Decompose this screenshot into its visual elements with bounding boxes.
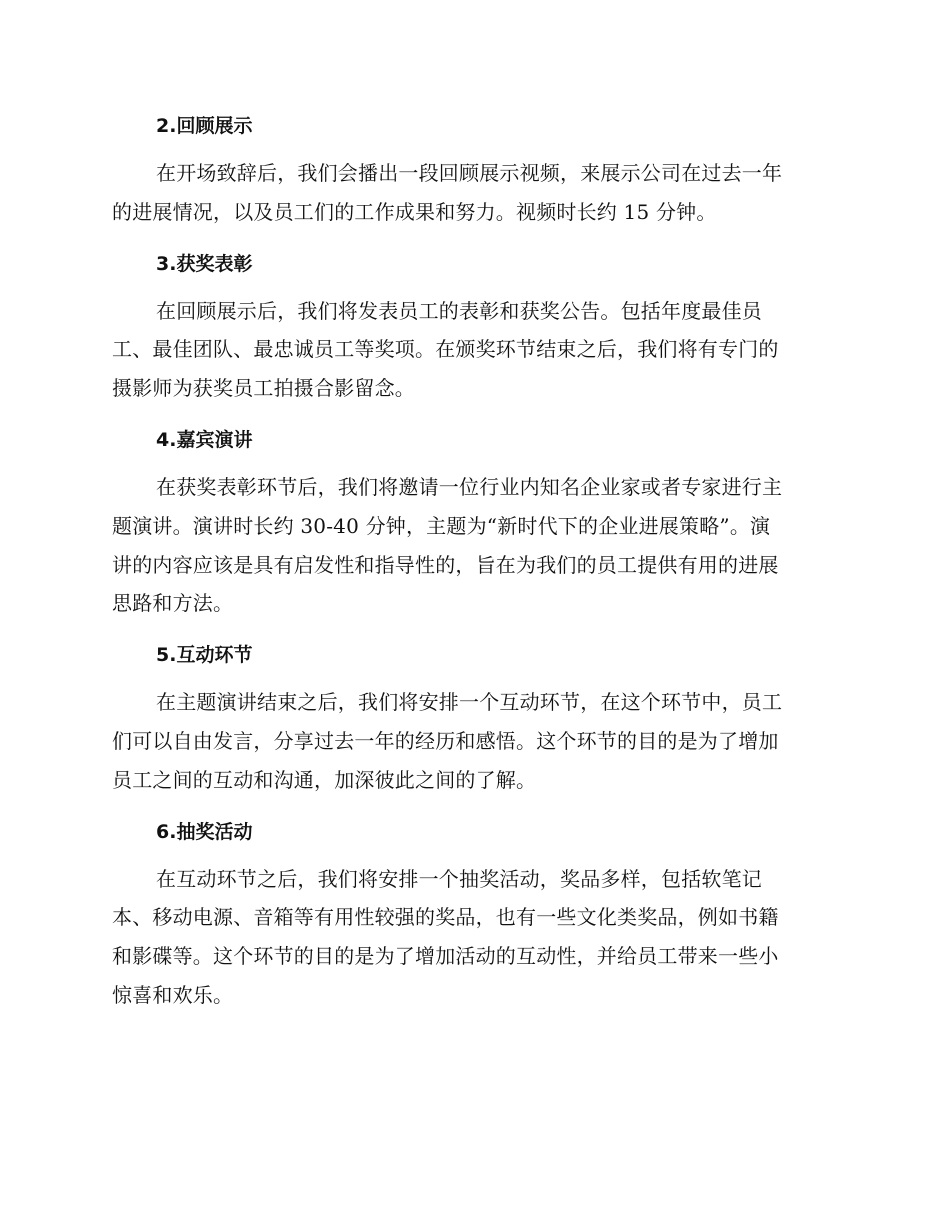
section-guest-speech [112,426,830,623]
section-paragraph [112,154,830,232]
paragraph-line: 的进展情况，以及员工们的工作成果和努力。视频时长约 15 分钟。 [112,199,717,224]
paragraph-line: 讲的内容应该是具有启发性和指导性的，旨在为我们的员工提供有用的进展 [112,552,779,577]
paragraph-line: 思路和方法。 [112,591,234,616]
section-heading: 3.获奖表彰 [156,252,253,275]
section-interaction [112,641,830,799]
section-paragraph [112,860,830,1015]
paragraph-line: 在回顾展示后，我们将发表员工的表彰和获奖公告。包括年度最佳员 [156,298,762,323]
paragraph-line: 题演讲。演讲时长约 30-40 分钟，主题为“新时代下的企业进展策略”。演 [112,513,771,538]
section-paragraph [112,468,830,623]
section-heading: 6.抽奖活动 [156,820,253,843]
document-page [112,112,830,1033]
section-awards [112,250,830,408]
paragraph-line: 们可以自由发言，分享过去一年的经历和感悟。这个环节的目的是为了增加 [112,728,779,753]
paragraph-line: 工、最佳团队、最忠诚员工等奖项。在颁奖环节结束之后，我们将有专门的 [112,337,779,362]
section-heading: 4.嘉宾演讲 [156,428,253,451]
paragraph-line: 惊喜和欢乐。 [112,982,234,1007]
paragraph-line: 在互动环节之后，我们将安排一个抽奖活动，奖品多样，包括软笔记 [156,866,762,891]
section-heading: 5.互动环节 [156,644,253,667]
section-heading: 2.回顾展示 [156,115,253,137]
section-lottery [112,818,830,1015]
section-paragraph [112,683,830,799]
paragraph-line: 在主题演讲结束之后，我们将安排一个互动环节，在这个环节中，员工 [156,690,783,715]
paragraph-line: 在开场致辞后，我们会播出一段回顾展示视频，来展示公司在过去一年 [156,161,783,185]
section-review [112,112,830,232]
paragraph-line: 员工之间的互动和沟通，加深彼此之间的了解。 [112,767,537,792]
paragraph-line: 和影碟等。这个环节的目的是为了增加活动的互动性，并给员工带来一些小 [112,944,779,969]
section-paragraph [112,292,830,408]
paragraph-line: 在获奖表彰环节后，我们将邀请一位行业内知名企业家或者专家进行主 [156,474,783,499]
paragraph-line: 摄影师为获奖员工拍摄合影留念。 [112,376,415,401]
paragraph-line: 本、移动电源、音箱等有用性较强的奖品，也有一些文化类奖品，例如书籍 [112,905,779,930]
